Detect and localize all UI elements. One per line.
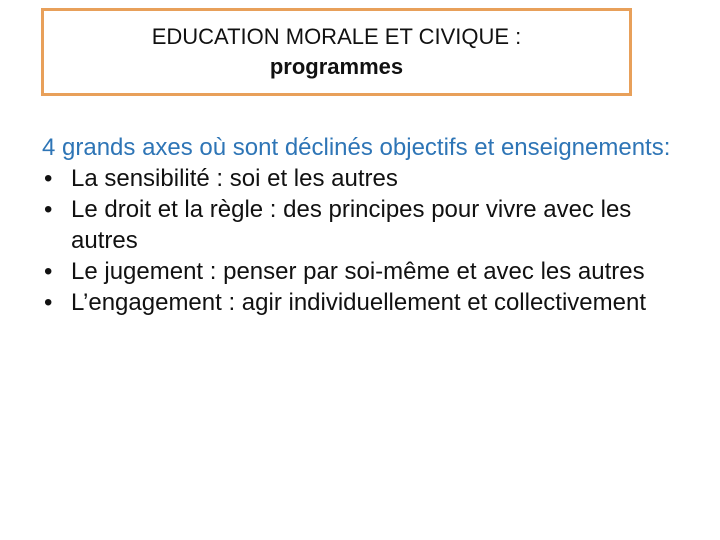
bullet-text: Le droit et la règle : des principes pour vivre avec les autres [71, 196, 632, 254]
bullet-icon: • [44, 196, 53, 223]
bullet-item-droit [42, 194, 702, 256]
bullet-icon: • [44, 289, 53, 316]
bullet-icon: • [44, 165, 53, 192]
title-box [41, 8, 632, 96]
bullet-text: L’engagement : agir individuellement et collectivement [71, 289, 647, 316]
bullet-text: La sensibilité : soi et les autres [71, 165, 398, 192]
bullet-icon: • [44, 258, 53, 285]
bullet-item-engagement [42, 287, 702, 318]
slide-title: EDUCATION MORALE ET CIVIQUE : [151, 24, 522, 49]
bullet-list [42, 163, 702, 318]
bullet-item-jugement [42, 256, 702, 287]
bullet-item-sensibilite [42, 163, 702, 194]
bullet-text: Le jugement : penser par soi-même et avec les autres [71, 258, 645, 285]
slide-subtitle: programmes [269, 54, 404, 79]
intro-text: 4 grands axes où sont déclinés objectifs et enseignements: [42, 134, 671, 161]
slide-content [42, 132, 702, 318]
